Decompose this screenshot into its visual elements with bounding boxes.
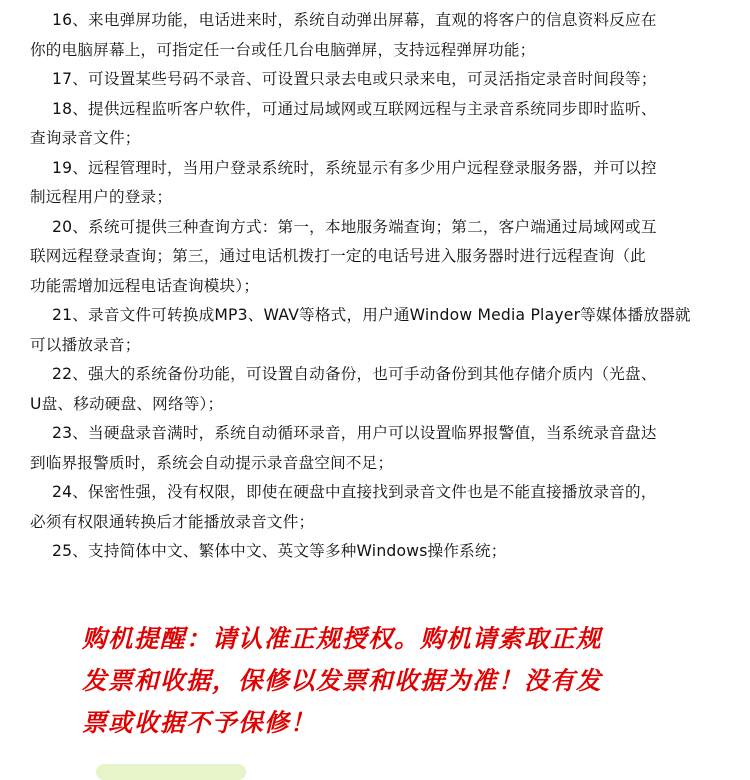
feature-line: 19、远程管理时，当用户登录系统时，系统显示有多少用户远程登录服务器，并可以控 xyxy=(52,158,657,177)
feature-item-20 xyxy=(30,213,720,302)
feature-line: 17、可设置某些号码不录音、可设置只录去电或只录来电，可灵活指定录音时间段等； xyxy=(52,70,657,88)
feature-line: 查询录音文件； xyxy=(30,129,141,147)
feature-item-18 xyxy=(30,95,720,154)
feature-item-24 xyxy=(30,478,720,537)
feature-line: 功能需增加远程电话查询模块）； xyxy=(30,276,260,295)
feature-line: 到临界报警质时，系统会自动提示录音盘空间不足； xyxy=(30,453,394,472)
feature-line: 制远程用户的登录； xyxy=(30,188,173,206)
feature-item-17 xyxy=(30,65,720,95)
feature-line: 18、提供远程监听客户软件，可通过局域网或互联网远程与主录音系统同步即时监听、 xyxy=(52,99,657,118)
notice-line: 购机提醒：请认准正规授权。购机请索取正规 xyxy=(82,624,602,653)
feature-item-23 xyxy=(30,419,720,478)
feature-line: 22、强大的系统备份功能，可设置自动备份，也可手动备份到其他存储介质内（光盘、 xyxy=(52,365,657,383)
bottom-decoration xyxy=(96,764,246,780)
feature-list xyxy=(30,6,720,567)
feature-line: 联网远程登录查询；第三，通过电话机拨打一定的电话号进入服务器时进行远程查询（此 xyxy=(30,247,646,265)
feature-item-19 xyxy=(30,154,720,213)
feature-line: 必须有权限通转换后才能播放录音文件； xyxy=(30,512,315,531)
feature-item-22 xyxy=(30,360,720,419)
feature-item-21 xyxy=(30,301,720,360)
feature-line: 16、来电弹屏功能，电话进来时，系统自动弹出屏幕，直观的将客户的信息资料反应在 xyxy=(52,11,657,29)
feature-line: U盘、移动硬盘、网络等）； xyxy=(30,394,224,413)
feature-line: 20、系统可提供三种查询方式：第一，本地服务端查询；第二，客户端通过局域网或互 xyxy=(52,217,657,236)
feature-line: 你的电脑屏幕上，可指定任一台或任几台电脑弹屏，支持远程弹屏功能； xyxy=(30,40,536,59)
feature-item-16 xyxy=(30,6,720,65)
feature-line: 23、当硬盘录音满时，系统自动循环录音，用户可以设置临界报警值，当系统录音盘达 xyxy=(52,424,657,442)
notice-line: 票或收据不予保修！ xyxy=(82,708,316,737)
feature-line: 24、保密性强，没有权限，即使在硬盘中直接找到录音文件也是不能直接播放录音的， xyxy=(52,483,657,501)
purchase-notice xyxy=(82,618,722,744)
notice-line: 发票和收据，保修以发票和收据为准！没有发 xyxy=(82,666,602,695)
feature-line: 25、支持简体中文、繁体中文、英文等多种Windows操作系统； xyxy=(52,542,507,560)
feature-item-25 xyxy=(30,537,720,567)
feature-line: 可以播放录音； xyxy=(30,335,141,354)
feature-line: 21、录音文件可转换成MP3、WAV等格式，用户通Window Media Player等媒体播放器就 xyxy=(52,306,691,324)
